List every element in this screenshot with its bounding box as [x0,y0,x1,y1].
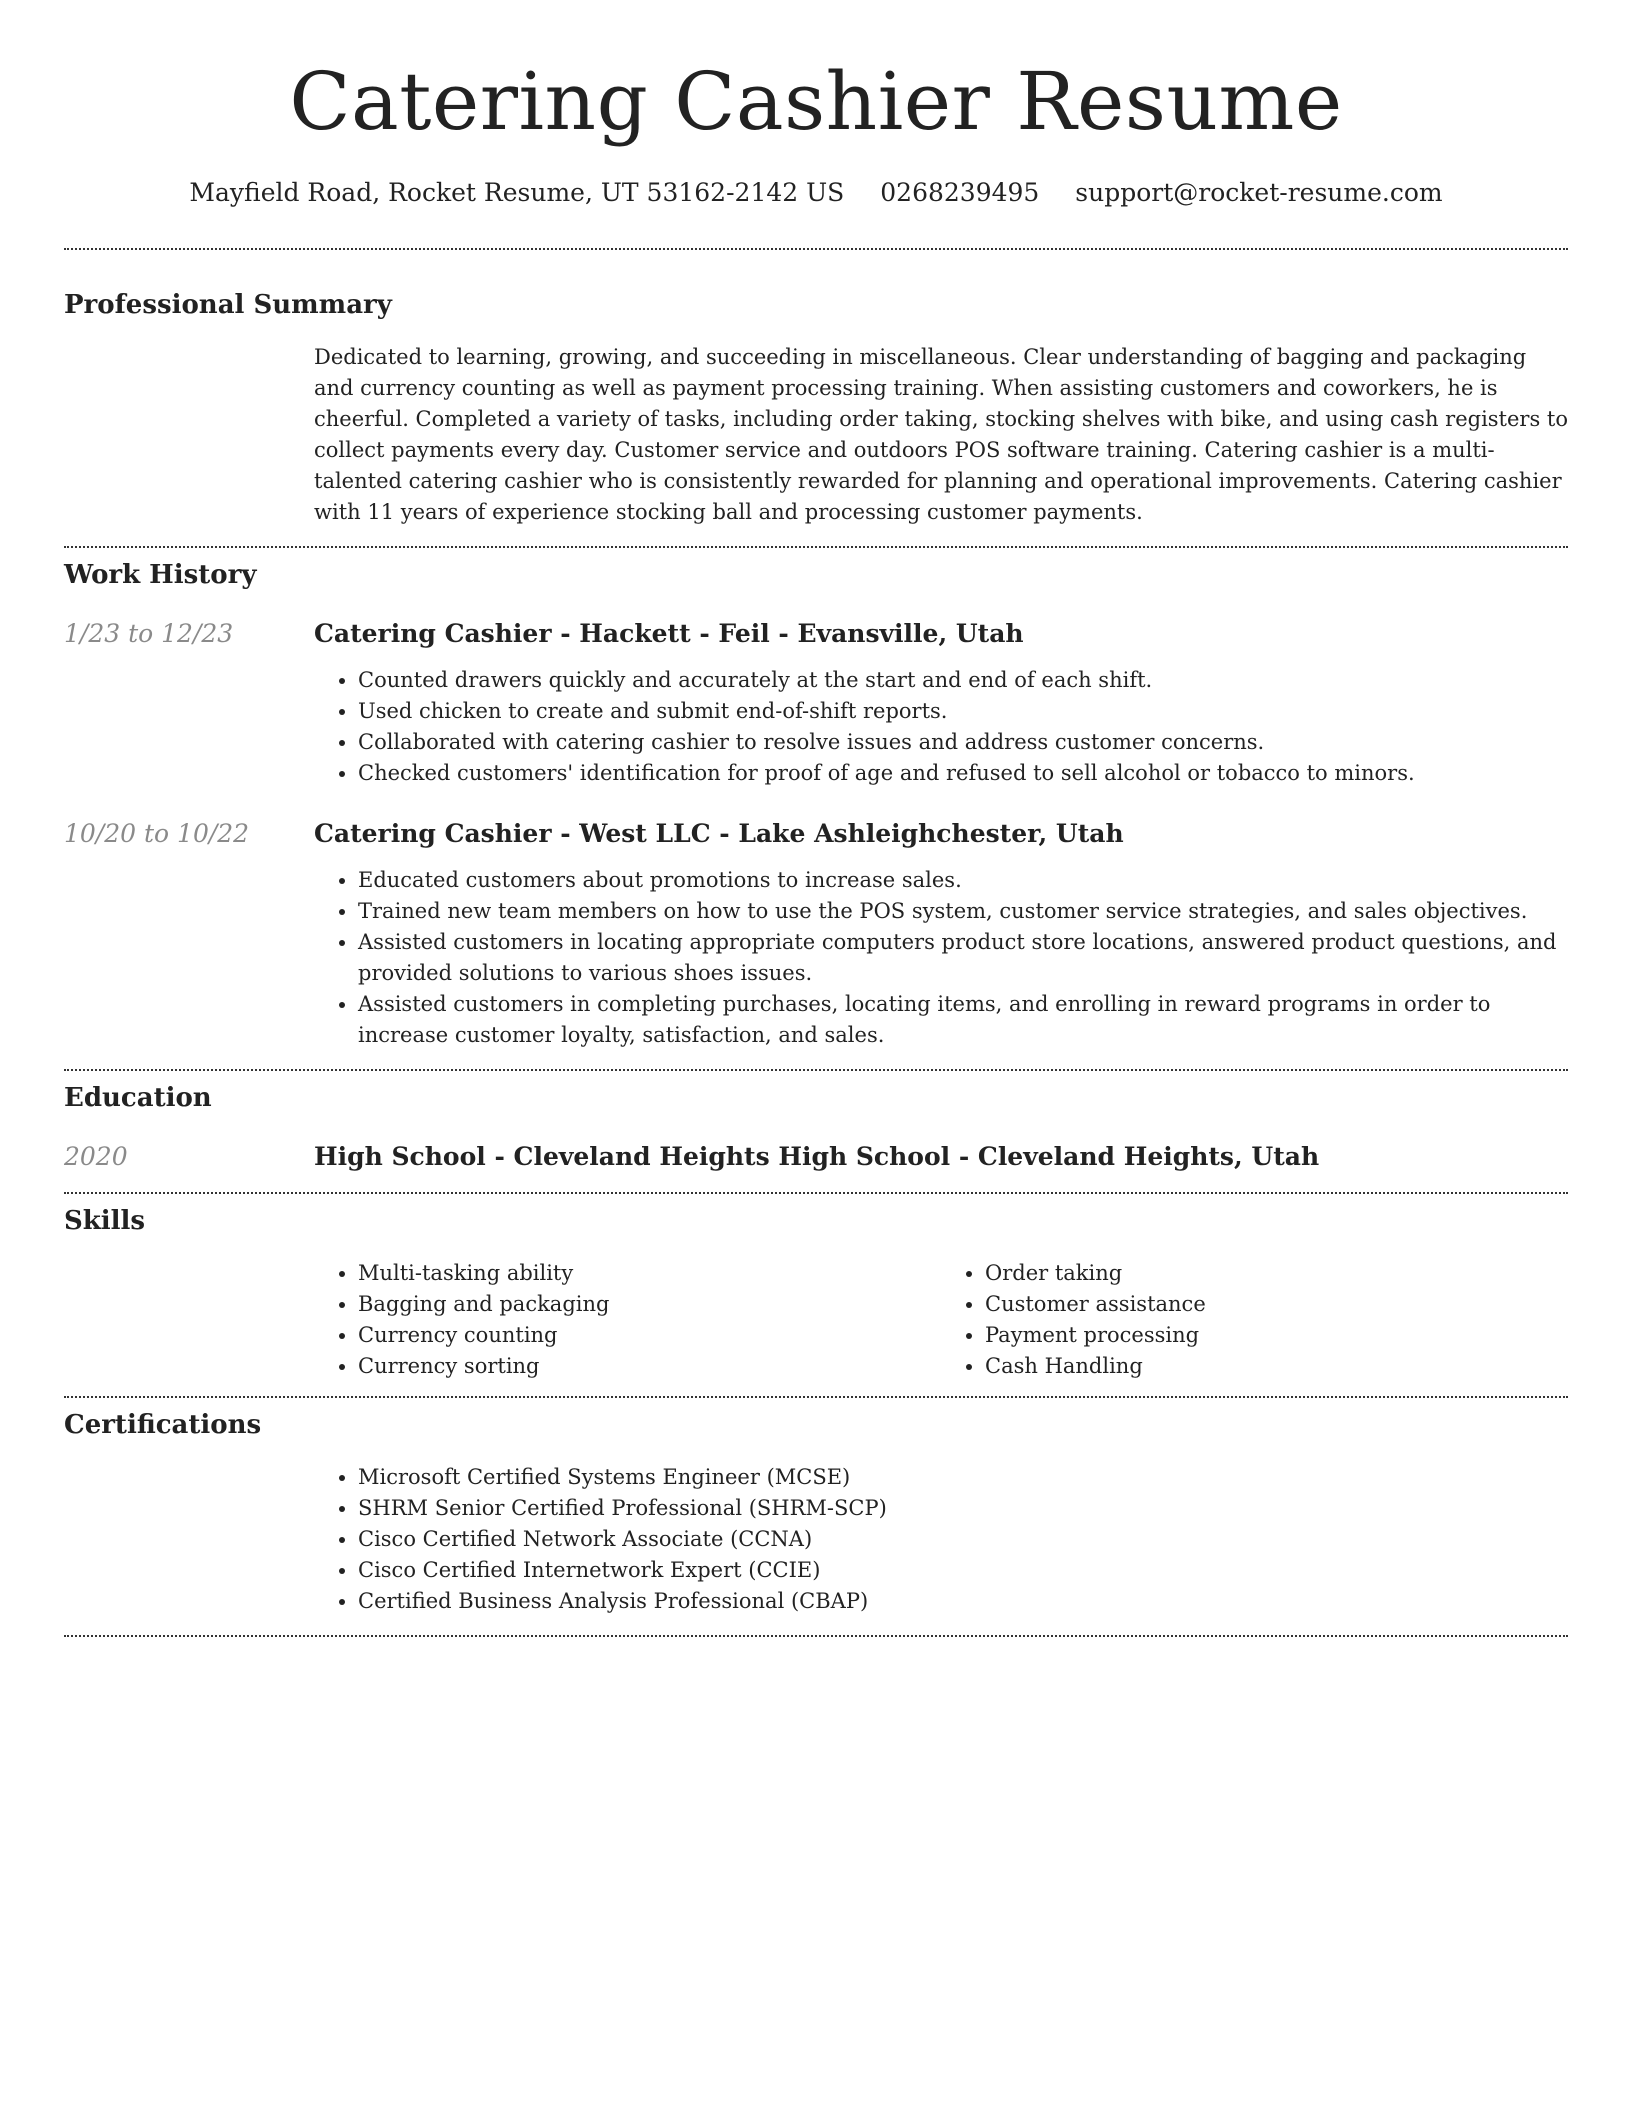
list-item: • Order taking [985,1258,1568,1289]
education-heading: Education [64,1083,212,1113]
list-item: • Certified Business Analysis Professional (CBAP) [358,1586,1568,1617]
list-item: • SHRM Senior Certified Professional (SHRM-SCP) [358,1493,1568,1524]
summary-heading: Professional Summary [64,290,392,320]
job-bullets [314,865,1568,1051]
education-entry [64,1140,1568,1174]
education-section [64,1071,1568,1174]
resume-page [64,0,1568,1637]
list-item: • Currency sorting [358,1351,941,1382]
education-year: 2020 [64,1142,128,1171]
list-item: • Counted drawers quickly and accurately at the start and end of each shift. [358,665,1568,696]
list-item: • Educated customers about promotions to increase sales. [358,865,1568,896]
list-item: • Cash Handling [985,1351,1568,1382]
job-bullets [314,665,1568,789]
skills-section [64,1194,1568,1382]
contact-line [64,176,1568,210]
job-dates: 10/20 to 10/22 [64,819,250,848]
job-dates: 1/23 to 12/23 [64,619,234,648]
job-heading: Catering Cashier - Hackett - Feil - Evansville, Utah [314,619,1024,648]
contact-email: support@rocket-resume.com [1075,178,1443,207]
list-item: • Bagging and packaging [358,1289,941,1320]
job-entry [64,617,1568,789]
list-item: • Customer assistance [985,1289,1568,1320]
contact-address: Mayfield Road, Rocket Resume, UT 53162-2142 US [189,178,845,207]
list-item: • Used chicken to create and submit end-of-shift reports. [358,696,1568,727]
education-heading-line: High School - Cleveland Heights High School - Cleveland Heights, Utah [314,1142,1320,1171]
list-item: • Checked customers' identification for proof of age and refused to sell alcohol or tobacco to minors. [358,758,1568,789]
resume-title: Catering Cashier Resume [289,55,1343,148]
list-item: • Assisted customers in locating appropriate computers product store locations, answered product questions, and provided solutions to various shoes issues. [358,927,1568,989]
skills-heading: Skills [64,1206,146,1236]
skills-list-right [941,1258,1568,1382]
list-item: • Collaborated with catering cashier to resolve issues and address customer concerns. [358,727,1568,758]
list-item: • Trained new team members on how to use the POS system, customer service strategies, and sales objectives. [358,896,1568,927]
job-entry [64,817,1568,1051]
certifications-section [64,1398,1568,1617]
list-item: • Cisco Certified Network Associate (CCNA) [358,1524,1568,1555]
divider [64,1635,1568,1637]
work-history-section [64,548,1568,1051]
summary-section [64,250,1568,528]
certifications-list [314,1462,1568,1617]
skills-list-left [314,1258,941,1382]
list-item: • Microsoft Certified Systems Engineer (MCSE) [358,1462,1568,1493]
list-item: • Multi-tasking ability [358,1258,941,1289]
summary-text: Dedicated to learning, growing, and succeeding in miscellaneous. Clear understanding of bagging and packaging and currency counting as well as payment processing training. When assisting customers and coworkers, he is cheerful. Completed a variety of tasks, including order taking, stocking shelves with bike, and using cash registers to collect payments every day. Customer service and outdoors POS software training. Catering cashier is a multi-talented catering cashier who is consistently rewarded for planning and operational improvements. Catering cashier with 11 years of experience stocking ball and processing customer payments. [314,345,1569,524]
work-history-heading: Work History [64,560,257,590]
certifications-heading: Certifications [64,1410,262,1440]
job-heading: Catering Cashier - West LLC - Lake Ashleighchester, Utah [314,819,1124,848]
list-item: • Assisted customers in completing purchases, locating items, and enrolling in reward programs in order to increase customer loyalty, satisfaction, and sales. [358,989,1568,1051]
contact-phone: 0268239495 [880,178,1040,207]
list-item: • Currency counting [358,1320,941,1351]
list-item: • Cisco Certified Internetwork Expert (CCIE) [358,1555,1568,1586]
list-item: • Payment processing [985,1320,1568,1351]
